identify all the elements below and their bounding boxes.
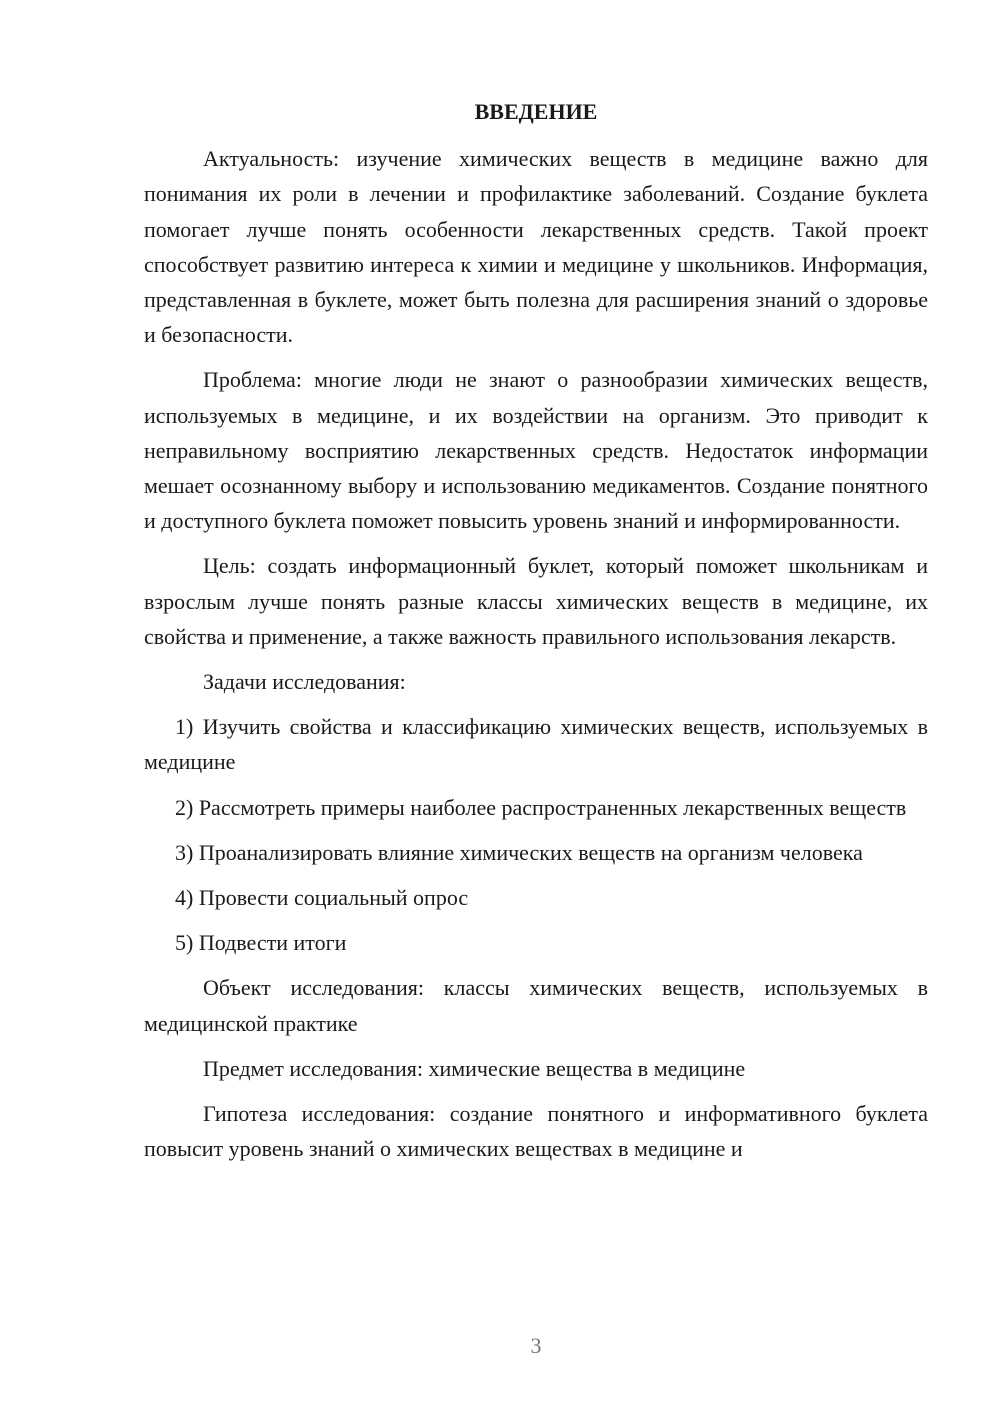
paragraph-subject: Предмет исследования: химические вещества в медицине xyxy=(203,1055,746,1081)
tasks-heading: Задачи исследования: xyxy=(203,669,406,695)
paragraph-relevance: Актуальность: изучение химических веществ в медицине важно для понимания их роли в лечении и профилактике заболеваний. Создание буклета помогает лучше понять особенности лекарственных средств. Такой проект способствует развитию интереса к химии и медицине у школьников. Информация, представленная в буклете, может быть полезна для расширения знаний о здоровье и безопасности. xyxy=(144,146,928,348)
section-title: ВВЕДЕНИЕ xyxy=(474,99,598,124)
paragraph-hypothesis: Гипотеза исследования: создание понятного и информативного буклета повысит уровень знаний о химических веществах в медицине и xyxy=(144,1101,928,1162)
list-item: 5) Подвести итоги xyxy=(175,930,347,956)
page-number: 3 xyxy=(530,1333,542,1358)
list-item: 4) Провести социальный опрос xyxy=(175,885,469,911)
tasks-list xyxy=(144,709,928,960)
list-item: 1) Изучить свойства и классификацию химических веществ, используемых в медицине xyxy=(144,714,928,775)
paragraph-goal: Цель: создать информационный буклет, который поможет школьникам и взрослым лучше понять разные классы химических веществ в медицине, их свойства и применение, а также важность правильного использования лекарств. xyxy=(144,553,928,649)
page-content xyxy=(144,94,928,1176)
list-item: 2) Рассмотреть примеры наиболее распространенных лекарственных веществ xyxy=(175,794,907,820)
paragraph-problem: Проблема: многие люди не знают о разнообразии химических веществ, используемых в медицине, и их воздействии на организм. Это приводит к неправильному восприятию лекарственных средств. Недостаток информации мешает осознанному выбору и использованию медикаментов. Создание понятного и доступного буклета поможет повысить уровень знаний и информированности. xyxy=(144,367,928,534)
paragraph-object: Объект исследования: классы химических веществ, используемых в медицинской практике xyxy=(144,975,928,1036)
list-item: 3) Проанализировать влияние химических веществ на организм человека xyxy=(175,839,863,865)
